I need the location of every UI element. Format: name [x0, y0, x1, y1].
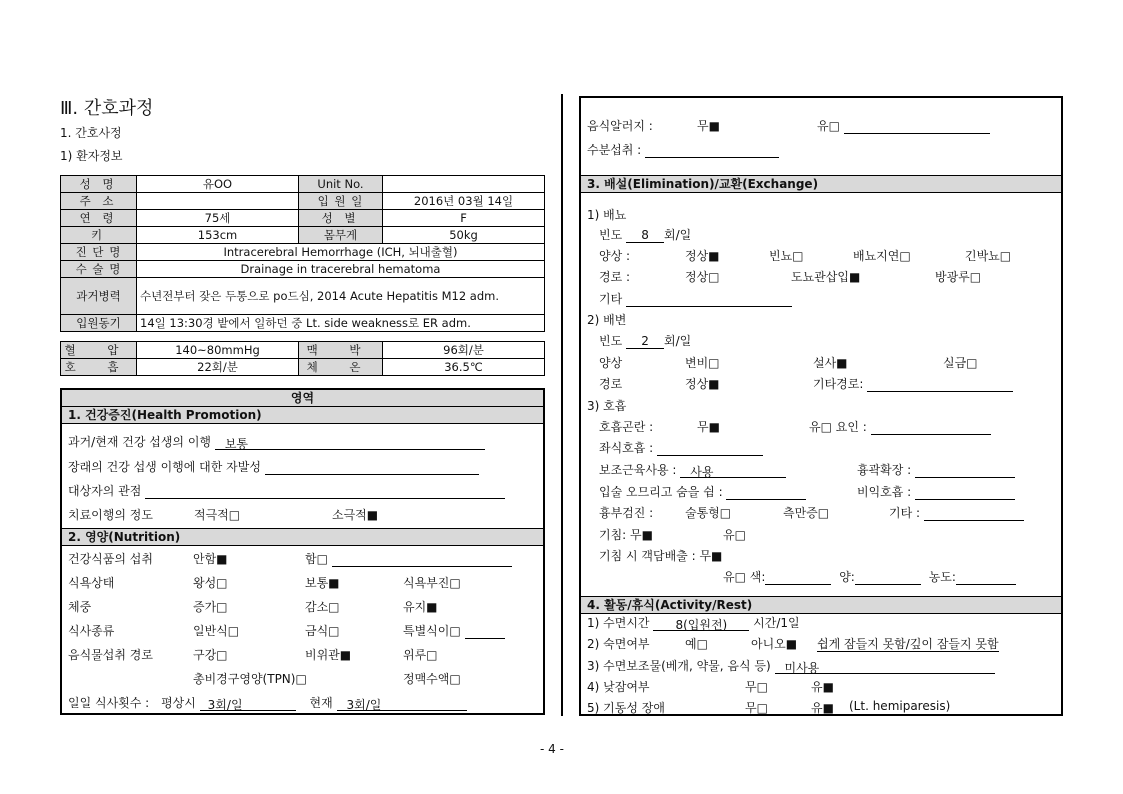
stool-diarrhea: 설사■ [813, 356, 848, 370]
respiration-title: 3) 호흡 [587, 399, 627, 413]
urine-route-normal: 정상□ [685, 270, 720, 284]
nap-label: 4) 낮잠여부 [587, 680, 650, 694]
urine-route-catheter: 도뇨관삽입■ [791, 270, 861, 284]
nutr-r3-o1: 증가□ [193, 600, 228, 614]
urine-freq-unit: 회/일 [664, 228, 692, 242]
unit-label: Unit No. [299, 176, 383, 193]
nutr-r2-o2: 보통■ [305, 576, 340, 590]
bp-label: 혈 압 [61, 342, 137, 359]
sputum-color-line [765, 570, 831, 585]
meal-usual-value: 3회/일 [200, 696, 296, 711]
nutr-r1-o2: 함□ [305, 552, 328, 566]
age-value: 75세 [137, 210, 299, 227]
elimination-header: 3. 배설(Elimination)/교환(Exchange) [581, 175, 1061, 193]
pursed-lip-line [726, 485, 806, 500]
food-allergy-line [844, 119, 990, 134]
nutr-r4-o2: 금식□ [305, 624, 340, 638]
stool-route-label: 경로 [599, 377, 623, 391]
nap-yes: 유■ [811, 680, 834, 694]
temp-label: 체 온 [299, 359, 383, 376]
mobility-yes: 유■ [811, 701, 834, 715]
urine-etc-line [626, 292, 792, 307]
sleep-aid-label: 3) 수면보조물(베개, 약물, 음식 등) [587, 659, 771, 673]
adherence-passive: 소극적■ [332, 508, 379, 522]
weight-label: 몸무게 [299, 227, 383, 244]
left-domain-box [60, 388, 545, 715]
history-value: 수년전부터 잦은 두통으로 po드심, 2014 Acute Hepatitis M12 adm. [137, 278, 545, 315]
stool-shape-label: 양상 [599, 356, 623, 370]
sputum-amount-line [855, 570, 921, 585]
nutr-r4-label: 식사종류 [68, 624, 115, 638]
nutr-r4-o1: 일반식□ [193, 624, 240, 638]
chest-expansion-line [915, 463, 1015, 478]
bp-value: 140~80mmHg [137, 342, 299, 359]
nap-no: 무□ [745, 680, 768, 694]
temp-value: 36.5℃ [383, 359, 545, 376]
health-q2: 장래의 건강 섭생 이행에 대한 자발성 [68, 460, 261, 474]
nutrition-header: 2. 영양(Nutrition) [62, 528, 543, 546]
nutr-r1-line [332, 552, 512, 567]
orthopnea-line [657, 441, 763, 456]
sputum-amount: 양: [839, 570, 855, 584]
nutr-r3-o2: 감소□ [305, 600, 340, 614]
nutr-r4-o3: 특별식이□ [403, 624, 461, 638]
urine-shape-delay: 배뇨지연□ [853, 249, 911, 263]
stool-route-normal: 정상■ [685, 377, 720, 391]
operation-value: Drainage in tracerebral hematoma [137, 261, 545, 278]
nutr-r2-o1: 왕성□ [193, 576, 228, 590]
diagnosis-value: Intracerebral Hemorrhage (ICH, 뇌내출혈) [137, 244, 545, 261]
vitals-table [60, 341, 545, 376]
sputum-density: 농도: [928, 570, 956, 584]
accessory-label: 보조근육사용 : [599, 463, 677, 477]
section-title: Ⅲ. 간호과정 [60, 98, 154, 119]
pulse-label: 맥 박 [299, 342, 383, 359]
health-a3-line [145, 484, 505, 499]
meal-usual-label: 평상시 [161, 696, 196, 710]
nutr-r3-label: 체중 [68, 600, 92, 614]
sex-value: F [383, 210, 545, 227]
deep-sleep-label: 2) 숙면여부 [587, 637, 650, 651]
subsection-patient-info: 1) 환자정보 [60, 149, 123, 163]
urine-shape-label: 양상 : [599, 249, 631, 263]
resp-label: 호 흡 [61, 359, 137, 376]
health-q3: 대상자의 관점 [68, 484, 142, 498]
pulse-value: 96회/분 [383, 342, 545, 359]
sputum-density-line [956, 570, 1016, 585]
urine-freq-value: 8 [626, 228, 664, 243]
meal-count-label: 일일 식사횟수 : [68, 696, 150, 710]
urine-shape-normal: 정상■ [685, 249, 720, 263]
operation-label: 수 술 명 [61, 261, 137, 278]
nutr-r5-o3: 위루□ [403, 648, 438, 662]
domain-header: 영역 [62, 390, 543, 406]
sputum-no: 기침 시 객담배출 : 무■ [599, 549, 723, 563]
chest-scoliosis: 측만증□ [783, 506, 830, 520]
water-intake-line [645, 143, 779, 158]
nutr-iv: 정맥수액□ [403, 672, 461, 686]
nutr-tpn: 총비경구영양(TPN)□ [193, 672, 307, 686]
stool-freq-value: 2 [626, 334, 664, 349]
health-q4: 치료이행의 정도 [68, 508, 153, 522]
chest-expansion-label: 흉곽확장 : [857, 463, 912, 477]
sleep-hours-label: 1) 수면시간 [587, 616, 650, 630]
subsection-assessment: 1. 간호사정 [60, 126, 122, 140]
meal-current-label: 현재 [309, 696, 333, 710]
health-q1: 과거/현재 건강 섭생의 이행 [68, 435, 211, 449]
nasal-flaring-line [915, 485, 1015, 500]
nutr-r2-o3: 식욕부진□ [403, 576, 461, 590]
health-a2-line [265, 460, 479, 475]
nasal-flaring-label: 비익호흡 : [857, 485, 912, 499]
page-number: - 4 - [540, 742, 564, 756]
health-a1: 보통 [215, 435, 485, 450]
stool-freq-label: 빈도 [599, 334, 623, 348]
stool-constipation: 변비□ [685, 356, 720, 370]
nutr-r1-o1: 안함■ [193, 552, 228, 566]
nutr-r4-line [465, 624, 505, 639]
chest-other-line [924, 506, 1024, 521]
dyspnea-label: 호흡곤란 : [599, 420, 654, 434]
sleep-aid-value: 미사용 [775, 659, 995, 674]
dyspnea-line [871, 420, 991, 435]
age-label: 연 령 [61, 210, 137, 227]
stool-route-other: 기타경로: [813, 377, 864, 391]
sleep-hours-unit: 시간/1일 [753, 616, 800, 630]
urine-route-label: 경로 : [599, 270, 631, 284]
food-allergy-label: 음식알러지 : [587, 119, 653, 133]
accessory-value: 사용 [680, 463, 786, 478]
patient-info-table [60, 175, 545, 332]
defecation-title: 2) 배변 [587, 313, 627, 327]
right-domain-box [579, 96, 1063, 716]
sleep-hours-value: 8(입원전) [653, 616, 749, 631]
unit-value [383, 176, 545, 193]
nutr-r2-label: 식욕상태 [68, 576, 115, 590]
address-value [137, 193, 299, 210]
nutr-r1-label: 건강식품의 섭취 [68, 552, 153, 566]
resp-value: 22회/분 [137, 359, 299, 376]
motive-value: 14일 13:30경 밭에서 일하던 중 Lt. side weakness로 ER adm. [137, 315, 545, 332]
admission-date-value: 2016년 03월 14일 [383, 193, 545, 210]
motive-label: 입원동기 [61, 315, 137, 332]
water-intake-label: 수분섭취 : [587, 143, 642, 157]
name-label: 성 명 [61, 176, 137, 193]
diagnosis-label: 진 단 명 [61, 244, 137, 261]
dyspnea-no: 무■ [697, 420, 720, 434]
history-label: 과거병력 [61, 278, 137, 315]
stool-incontinence: 실금□ [943, 356, 978, 370]
mobility-label: 5) 기동성 장애 [587, 701, 665, 715]
meal-current-value: 3회/일 [337, 696, 467, 711]
urine-shape-frequent: 빈뇨□ [769, 249, 804, 263]
health-promotion-header: 1. 건강증진(Health Promotion) [62, 406, 543, 424]
stool-route-line [867, 377, 1013, 392]
deep-sleep-yes: 예□ [685, 637, 708, 651]
adherence-active: 적극적□ [194, 508, 241, 522]
urine-shape-urgency: 긴박뇨□ [965, 249, 1012, 263]
admission-date-label: 입 원 일 [299, 193, 383, 210]
column-divider [561, 94, 563, 716]
sex-label: 성 별 [299, 210, 383, 227]
cough-yes: 유□ [723, 528, 746, 542]
mobility-no: 무□ [745, 701, 768, 715]
food-allergy-yes: 유□ [817, 119, 840, 133]
nutr-r5-o2: 비위관■ [305, 648, 352, 662]
stool-freq-unit: 회/일 [664, 334, 692, 348]
chest-other: 기타 : [889, 506, 921, 520]
urine-etc-label: 기타 [599, 292, 623, 306]
mobility-note: (Lt. hemiparesis) [849, 699, 951, 713]
orthopnea-label: 좌식호흡 : [599, 441, 654, 455]
deep-sleep-note: 쉽게 잠들지 못함/깊이 잠들지 못함 [817, 637, 999, 651]
urine-freq-label: 빈도 [599, 228, 623, 242]
urination-title: 1) 배뇨 [587, 208, 627, 222]
height-label: 키 [61, 227, 137, 244]
deep-sleep-no: 아니오■ [751, 637, 798, 651]
address-label: 주 소 [61, 193, 137, 210]
nutr-r3-o3: 유지■ [403, 600, 438, 614]
weight-value: 50kg [383, 227, 545, 244]
activity-header: 4. 활동/휴식(Activity/Rest) [581, 596, 1061, 614]
name-value: 유OO [137, 176, 299, 193]
food-allergy-no: 무■ [697, 119, 720, 133]
cough-no: 기침: 무■ [599, 528, 653, 542]
dyspnea-yes: 유□ 요인 : [809, 420, 867, 434]
chest-barrel: 술통형□ [685, 506, 732, 520]
height-value: 153cm [137, 227, 299, 244]
urine-route-cystostomy: 방광루□ [935, 270, 982, 284]
nutr-r5-label: 음식물섭취 경로 [68, 648, 153, 662]
pursed-lip-label: 입술 오므리고 숨을 쉼 : [599, 485, 723, 499]
chest-exam-label: 흉부검진 : [599, 506, 654, 520]
nutr-r5-o1: 구강□ [193, 648, 228, 662]
sputum-yes-color: 유□ 색: [723, 570, 766, 584]
